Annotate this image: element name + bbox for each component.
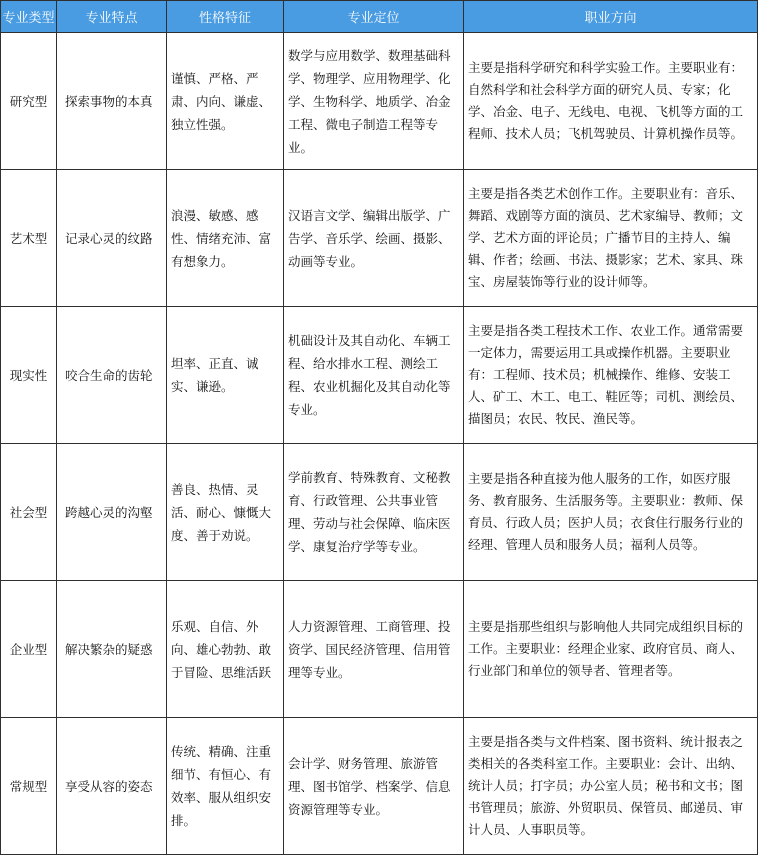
header-career-direction: 职业方向	[464, 1, 758, 33]
cell-trait: 跨越心灵的沟壑	[57, 444, 167, 581]
cell-type: 企业型	[1, 581, 57, 718]
cell-trait: 记录心灵的纹路	[57, 170, 167, 307]
cell-trait: 探索事物的本真	[57, 33, 167, 170]
table-row	[1, 444, 758, 581]
cell-type: 艺术型	[1, 170, 57, 307]
cell-personality: 浪漫、敏感、感性、情绪充沛、富有想象力。	[167, 170, 284, 307]
cell-positioning: 汉语言文学、编辑出版学、广告学、音乐学、绘画、摄影、动画等专业。	[284, 170, 464, 307]
header-major-type: 专业类型	[1, 1, 57, 33]
cell-positioning: 机础设计及其自动化、车辆工程、给水排水工程、测绘工程、农业机掘化及其自动化等专业。	[284, 307, 464, 444]
cell-direction: 主要是指各类工程技术工作、农业工作。通常需要一定体力，需要运用工具或操作机器。主要职业有：工程师、技术员；机械操作、维修、安装工人、矿工、木工、电工、鞋匠等；司机、测绘员、描图员；农民、牧民、渔民等。	[464, 307, 758, 444]
cell-type: 现实性	[1, 307, 57, 444]
table-row	[1, 307, 758, 444]
cell-personality: 善良、热情、灵活、耐心、慷慨大度、善于劝说。	[167, 444, 284, 581]
cell-positioning: 人力资源管理、工商管理、投资学、国民经济管理、信用管理等专业。	[284, 581, 464, 718]
header-row	[1, 1, 758, 33]
cell-direction: 主要是指各类艺术创作工作。主要职业有：音乐、舞蹈、戏剧等方面的演员、艺术家编导、教师；文学、艺术方面的评论员；广播节目的主持人、编辑、作者；绘画、书法、摄影家；艺术、家具、珠宝、房屋装饰等行业的设计师等。	[464, 170, 758, 307]
cell-personality: 谨慎、严格、严肃、内向、谦虚、独立性强。	[167, 33, 284, 170]
cell-positioning: 数学与应用数学、数理基础科学、物理学、应用物理学、化学、生物科学、地质学、冶金工程、微电子制造工程等专业。	[284, 33, 464, 170]
cell-personality: 乐观、自信、外向、雄心勃勃、敢于冒险、思维活跃	[167, 581, 284, 718]
cell-type: 常规型	[1, 718, 57, 855]
table-row	[1, 718, 758, 855]
table-row	[1, 170, 758, 307]
cell-positioning: 会计学、财务管理、旅游管理、图书馆学、档案学、信息资源管理等专业。	[284, 718, 464, 855]
cell-direction: 主要是指各类与文件档案、图书资料、统计报表之类相关的各类科室工作。主要职业：会计、出纳、统计人员；打字员；办公室人员；秘书和文书；图书管理员；旅游、外贸职员、保管员、邮递员、审计人员、人事职员等。	[464, 718, 758, 855]
header-major-trait: 专业特点	[57, 1, 167, 33]
cell-direction: 主要是指科学研究和科学实验工作。主要职业有：自然科学和社会科学方面的研究人员、专家；化学、冶金、电子、无线电、电视、飞机等方面的工程师、技术人员；飞机驾驶员、计算机操作员等。	[464, 33, 758, 170]
cell-trait: 解决繁杂的疑惑	[57, 581, 167, 718]
cell-trait: 享受从容的姿态	[57, 718, 167, 855]
cell-personality: 传统、精确、注重细节、有恒心、有效率、服从组织安排。	[167, 718, 284, 855]
table-row	[1, 33, 758, 170]
table-row	[1, 581, 758, 718]
cell-personality: 坦率、正直、诚实、谦逊。	[167, 307, 284, 444]
cell-trait: 咬合生命的齿轮	[57, 307, 167, 444]
header-personality: 性格特征	[167, 1, 284, 33]
header-major-positioning: 专业定位	[284, 1, 464, 33]
cell-direction: 主要是指那些组织与影响他人共同完成组织目标的工作。主要职业：经理企业家、政府官员、商人、行业部门和单位的领导者、管理者等。	[464, 581, 758, 718]
cell-positioning: 学前教育、特殊教育、文秘教育、行政管理、公共事业管理、劳动与社会保障、临床医学、康复治疗学等专业。	[284, 444, 464, 581]
cell-type: 社会型	[1, 444, 57, 581]
cell-type: 研究型	[1, 33, 57, 170]
cell-direction: 主要是指各种直接为他人服务的工作，如医疗服务、教育服务、生活服务等。主要职业：教师、保育员、行政人员；医护人员；衣食住行服务行业的经理、管理人员和服务人员；福利人员等。	[464, 444, 758, 581]
